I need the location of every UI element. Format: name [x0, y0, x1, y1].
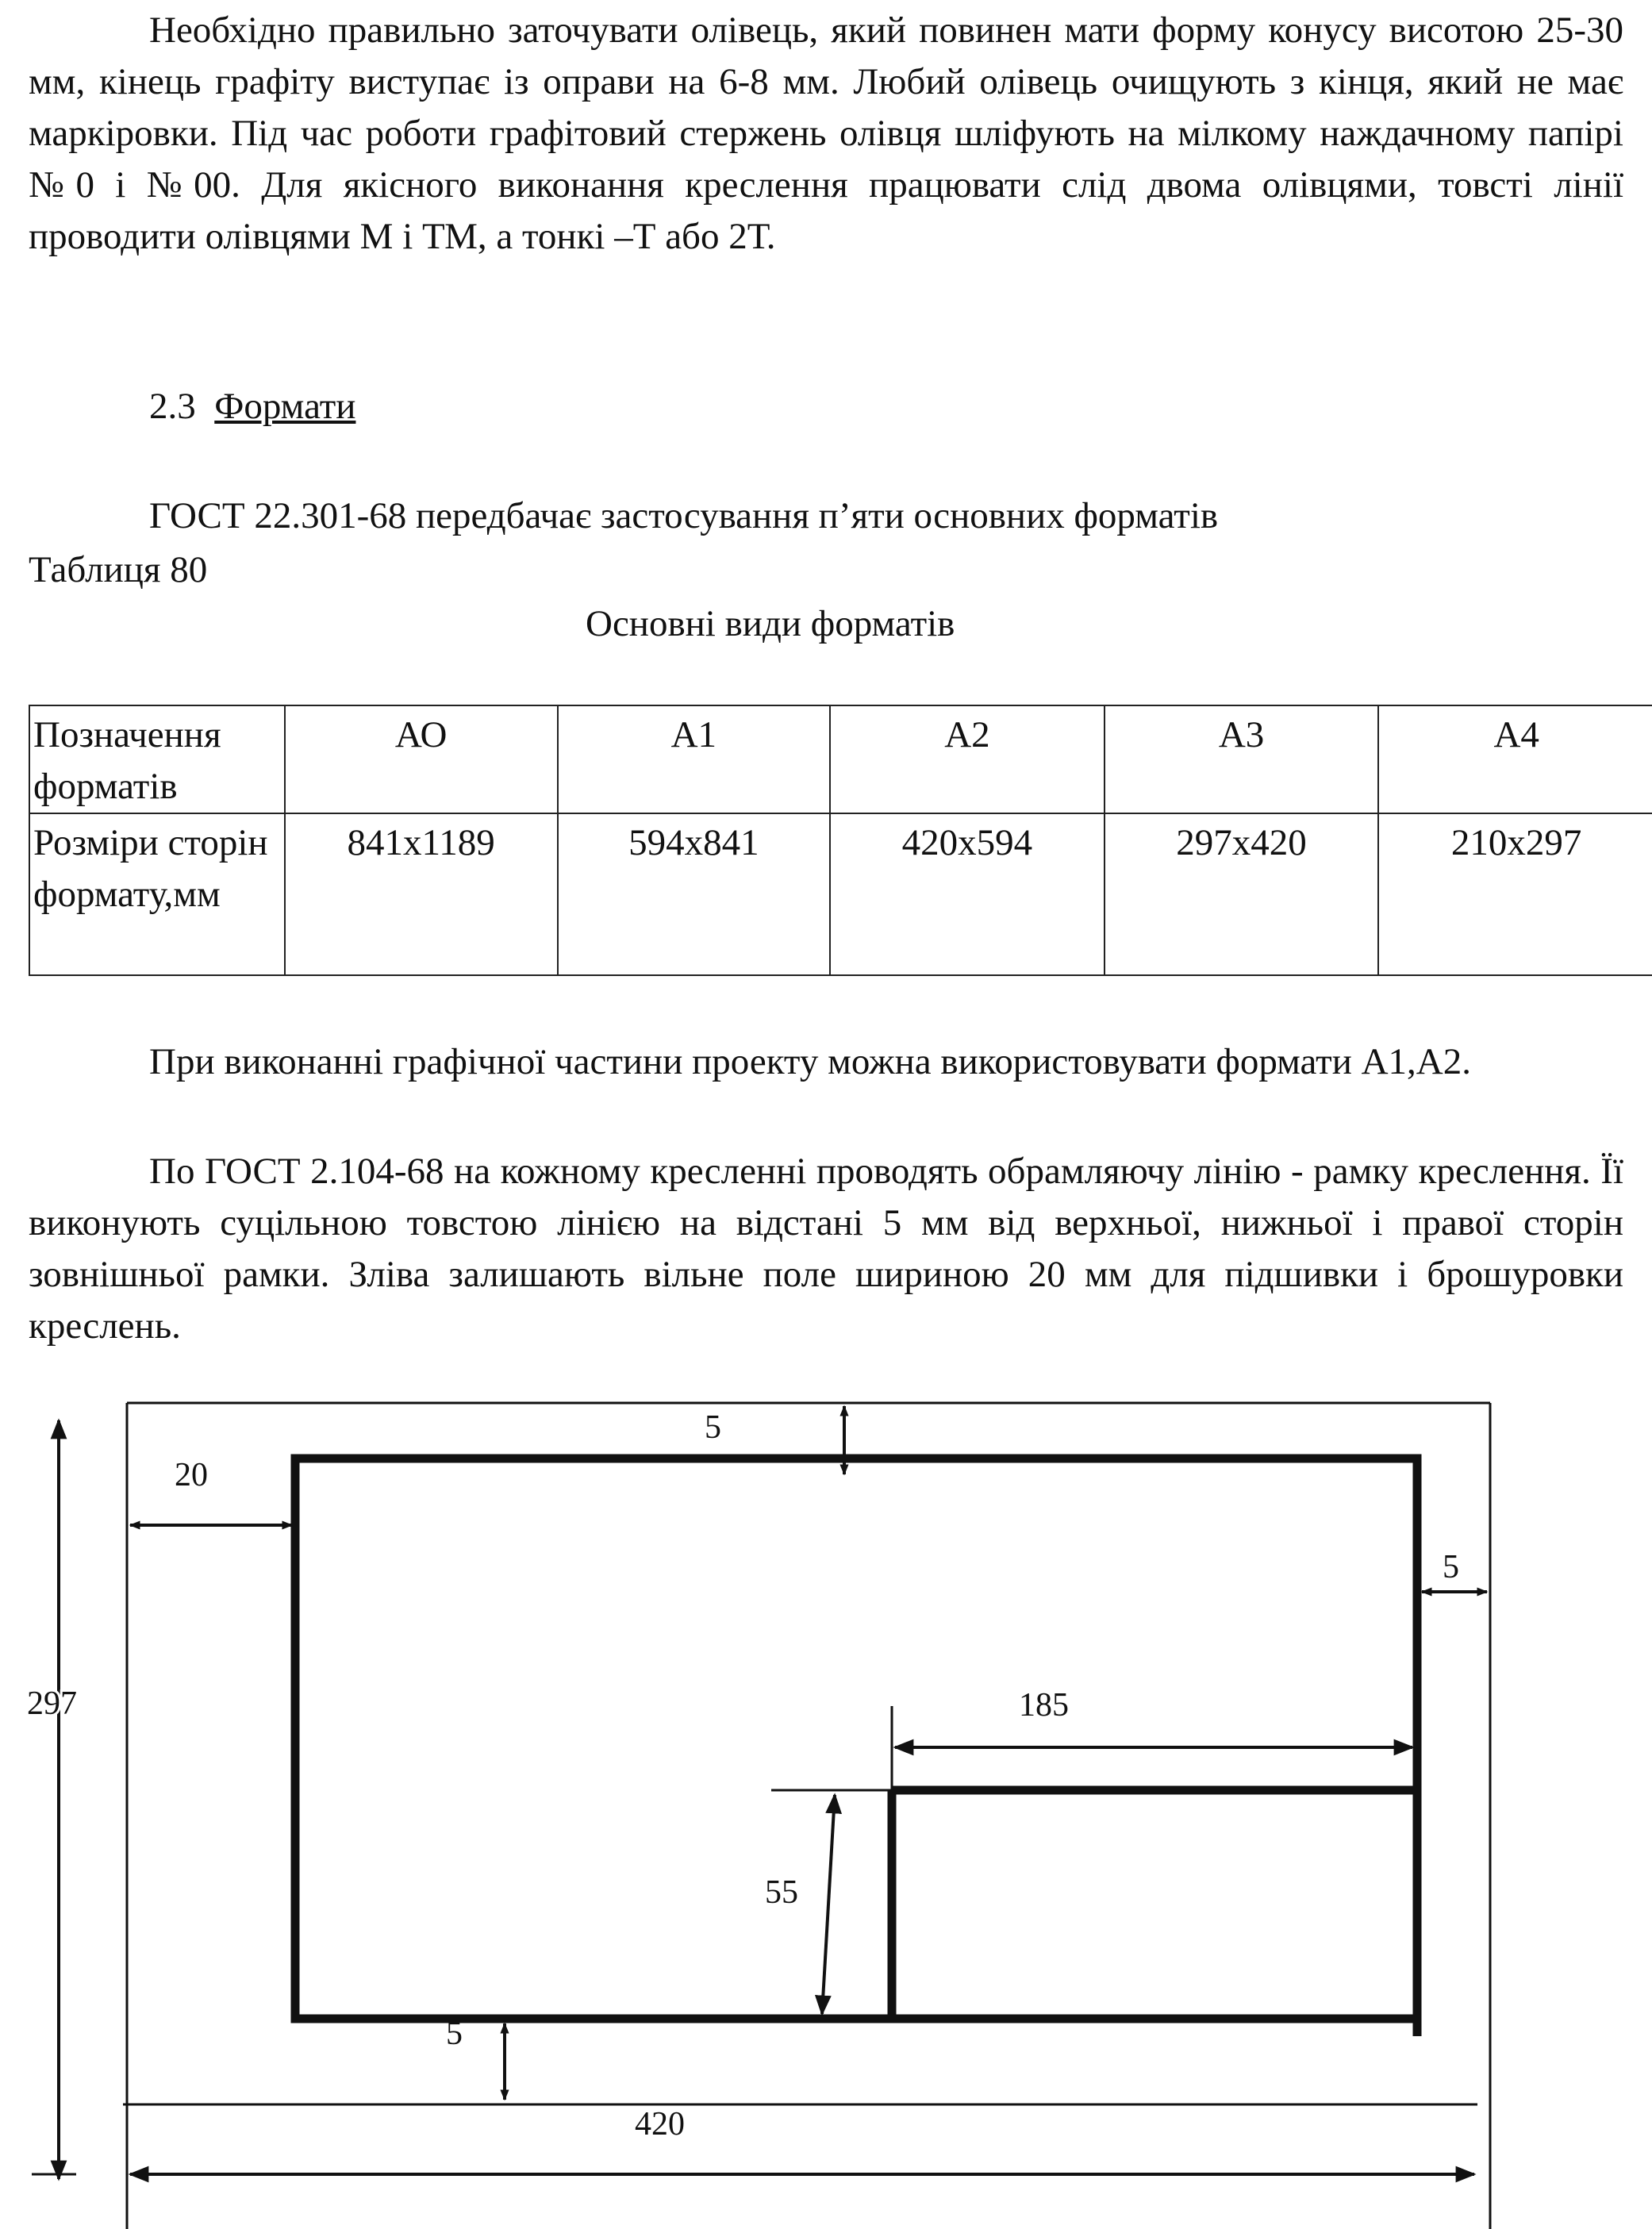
inner-drawing-frame: [295, 1458, 1417, 2019]
section-title: Формати: [214, 386, 356, 427]
dimension-label-left: 20: [175, 1457, 208, 1493]
dimension-label-stamp-width: 185: [1019, 1687, 1069, 1724]
table-cell: А1: [558, 705, 831, 813]
intro-paragraph-text: Необхідно правильно заточувати олівець, який повинен мати форму конусу висотою 25-30 мм, кінець графіту виступає із оправи на 6-8 мм. Любий олівець очищують з кінця, який не має маркіровки. Під час роботи графітовий стержень олівця шліфують на мілкому наждачному папірі №0 і №00. Для якісного виконання креслення працювати слід двома олівцями, товсті лінії проводити олівцями М і ТМ, а тонкі –Т або 2Т.: [29, 10, 1623, 257]
table-cell: 594х841: [558, 813, 831, 975]
table-label: Таблиця 80: [29, 549, 208, 590]
usage-paragraph-text: При виконанні графічної частини проекту можна використовувати формати А1,А2.: [149, 1041, 1471, 1082]
table-cell: 210х297: [1378, 813, 1652, 975]
dimension-label-stamp-height: 55: [765, 1874, 798, 1911]
table-cell: А3: [1105, 705, 1379, 813]
formats-intro-text: ГОСТ 22.301-68 передбачає застосування п’яти основних форматів: [149, 495, 1219, 536]
dimension-arrow-stamp-height: [822, 1795, 835, 2014]
table-cell: 297х420: [1105, 813, 1379, 975]
table-title: Основні види форматів: [586, 603, 955, 644]
dimension-label-right: 5: [1443, 1549, 1459, 1585]
dimension-label-height: 297: [27, 1685, 77, 1722]
frame-paragraph-text: По ГОСТ 2.104-68 на кожному кресленні проводять обрамляючу лінію - рамку креслення. Її виконують суцільною товстою лінією на відстані 5 мм від верхньої, нижньої і правої сторін зовнішньої рамки. Зліва залишають вільне поле шириною 20 мм для підшивки і брошуровки креслень.: [29, 1151, 1623, 1347]
dimension-label-bottom: 5: [446, 2016, 463, 2052]
table-cell: 420х594: [830, 813, 1105, 975]
table-cell-header: Розміри сторін формату,мм: [29, 813, 285, 975]
dimension-label-width: 420: [635, 2106, 685, 2143]
dimension-label-top: 5: [705, 1409, 721, 1446]
table-cell: А2: [830, 705, 1105, 813]
table-cell: А4: [1378, 705, 1652, 813]
section-number: 2.3: [149, 386, 196, 427]
table-cell-header: Позначення форматів: [29, 705, 285, 813]
table-cell: АО: [285, 705, 558, 813]
table-cell: 841х1189: [285, 813, 558, 975]
